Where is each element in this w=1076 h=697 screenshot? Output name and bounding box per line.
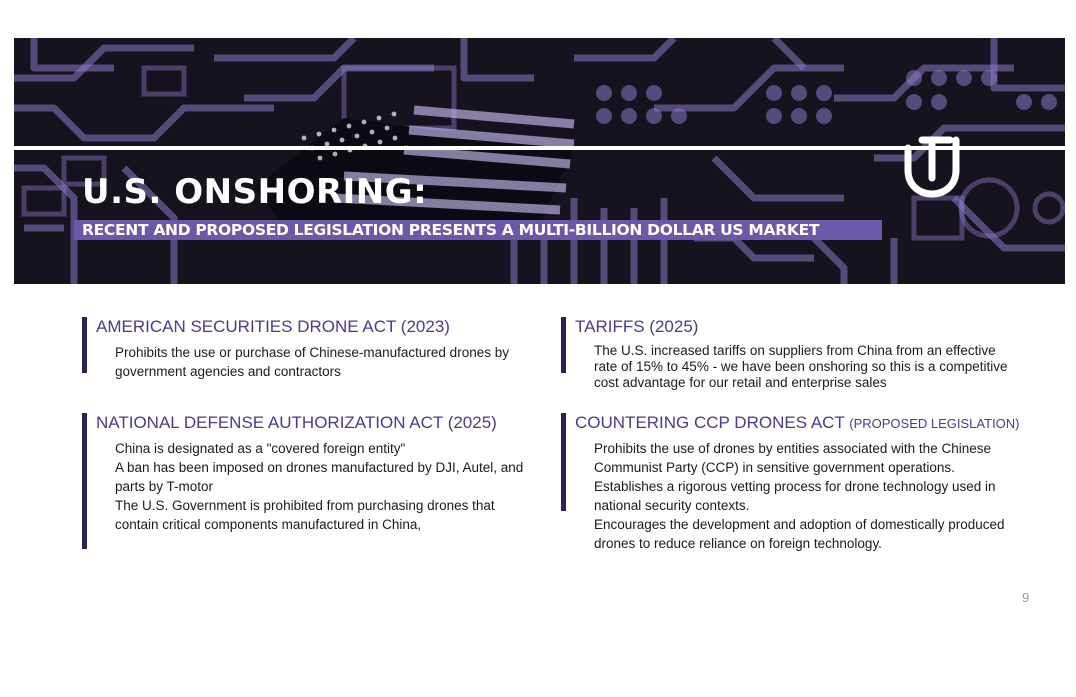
section-heading: [575, 413, 1020, 434]
section-american-securities-drone-act: [82, 317, 552, 377]
header-banner: [14, 38, 1065, 284]
body-line: national security contexts.: [594, 498, 750, 513]
section-national-defense-authorization-act: [82, 413, 552, 553]
section-accent-bar: [82, 413, 87, 549]
body-line: drones to reduce reliance on foreign technology.: [594, 536, 882, 551]
body-line: cost advantage for our retail and enterprise sales: [594, 375, 887, 390]
section-accent-bar: [561, 413, 566, 511]
section-tariffs: [561, 317, 1031, 397]
body-line: Encourages the development and adoption of domestically produced: [594, 517, 1005, 532]
section-heading-note: (PROPOSED LEGISLATION): [849, 416, 1020, 431]
section-heading: TARIFFS (2025): [575, 317, 699, 336]
section-heading-text: COUNTERING CCP DRONES ACT: [575, 413, 845, 432]
section-accent-bar: [82, 317, 87, 373]
company-logo-icon: [902, 134, 964, 198]
section-accent-bar: [561, 317, 566, 373]
section-heading: NATIONAL DEFENSE AUTHORIZATION ACT (2025): [96, 413, 497, 432]
section-body: [115, 439, 523, 534]
body-line: The U.S. Government is prohibited from purchasing drones that: [115, 498, 495, 513]
section-body: [115, 343, 509, 381]
body-line: Prohibits the use of drones by entities associated with the Chinese: [594, 441, 991, 456]
body-line: The U.S. increased tariffs on suppliers from China from an effective: [594, 343, 996, 358]
body-line: A ban has been imposed on drones manufactured by DJI, Autel, and: [115, 460, 524, 475]
page-subtitle: RECENT AND PROPOSED LEGISLATION PRESENTS A MULTI-BILLION DOLLAR US MARKET: [74, 220, 882, 240]
page-number: 9: [1022, 590, 1030, 605]
body-line: China is designated as a "covered foreign entity": [115, 441, 406, 456]
body-line: Communist Party (CCP) in sensitive government operations.: [594, 460, 955, 475]
body-line: government agencies and contractors: [115, 364, 341, 379]
page-title: U.S. ONSHORING:: [82, 172, 428, 212]
body-line: parts by T-motor: [115, 479, 214, 494]
body-line: Establishes a rigorous vetting process for drone technology used in: [594, 479, 996, 494]
section-heading: AMERICAN SECURITIES DRONE ACT (2023): [96, 317, 450, 336]
body-line: Prohibits the use or purchase of Chinese-manufactured drones by: [115, 345, 509, 360]
body-line: contain critical components manufactured in China,: [115, 517, 422, 532]
section-body: [594, 343, 1024, 391]
section-countering-ccp-drones-act: [561, 413, 1041, 563]
body-line: rate of 15% to 45% - we have been onshoring so this is a competitive: [594, 359, 1008, 374]
section-body: [594, 439, 1005, 553]
